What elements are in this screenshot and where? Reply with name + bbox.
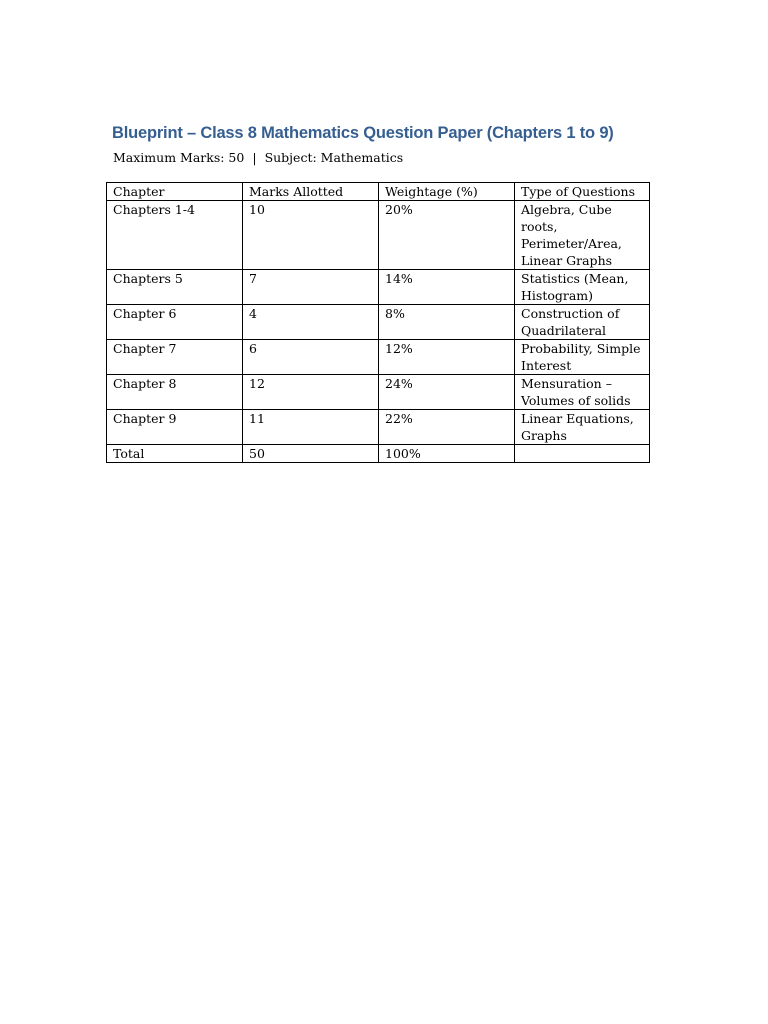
cell-marks: 12 bbox=[243, 375, 379, 410]
cell-weightage: 12% bbox=[379, 340, 515, 375]
cell-marks: 50 bbox=[243, 445, 379, 463]
cell-marks: 10 bbox=[243, 201, 379, 270]
cell-weightage: 20% bbox=[379, 201, 515, 270]
cell-type: Statistics (Mean, Histogram) bbox=[515, 270, 650, 305]
cell-chapter: Chapters 5 bbox=[107, 270, 243, 305]
cell-marks: 4 bbox=[243, 305, 379, 340]
cell-chapter: Total bbox=[107, 445, 243, 463]
table-row bbox=[107, 410, 650, 445]
cell-chapter: Chapter 6 bbox=[107, 305, 243, 340]
cell-type bbox=[515, 445, 650, 463]
cell-chapter: Chapter 7 bbox=[107, 340, 243, 375]
cell-marks: 6 bbox=[243, 340, 379, 375]
cell-weightage: 100% bbox=[379, 445, 515, 463]
cell-chapter: Chapters 1-4 bbox=[107, 201, 243, 270]
table-row bbox=[107, 305, 650, 340]
table-total-row bbox=[107, 445, 650, 463]
table-row bbox=[107, 201, 650, 270]
cell-chapter: Chapter 9 bbox=[107, 410, 243, 445]
header-cell-chapter: Chapter bbox=[107, 183, 243, 201]
subtitle-separator: | bbox=[252, 150, 257, 165]
cell-marks: 11 bbox=[243, 410, 379, 445]
table-row bbox=[107, 270, 650, 305]
cell-chapter: Chapter 8 bbox=[107, 375, 243, 410]
header-cell-weightage: Weightage (%) bbox=[379, 183, 515, 201]
table-row bbox=[107, 340, 650, 375]
cell-weightage: 22% bbox=[379, 410, 515, 445]
cell-type: Linear Equations, Graphs bbox=[515, 410, 650, 445]
blueprint-table bbox=[106, 182, 650, 463]
table-row bbox=[107, 375, 650, 410]
cell-type: Algebra, Cube roots, Perimeter/Area, Linear Graphs bbox=[515, 201, 650, 270]
subject-text: Subject: Mathematics bbox=[264, 150, 404, 165]
cell-weightage: 8% bbox=[379, 305, 515, 340]
cell-weightage: 24% bbox=[379, 375, 515, 410]
document-title: Blueprint – Class 8 Mathematics Question Paper (Chapters 1 to 9) bbox=[112, 124, 614, 142]
header-cell-type: Type of Questions bbox=[515, 183, 650, 201]
header-cell-marks: Marks Allotted bbox=[243, 183, 379, 201]
cell-type: Mensuration – Volumes of solids bbox=[515, 375, 650, 410]
cell-weightage: 14% bbox=[379, 270, 515, 305]
document-subtitle bbox=[113, 150, 403, 165]
cell-type: Probability, Simple Interest bbox=[515, 340, 650, 375]
table-header-row bbox=[107, 183, 650, 201]
cell-marks: 7 bbox=[243, 270, 379, 305]
cell-type: Construction of Quadrilateral bbox=[515, 305, 650, 340]
max-marks-text: Maximum Marks: 50 bbox=[113, 150, 245, 165]
